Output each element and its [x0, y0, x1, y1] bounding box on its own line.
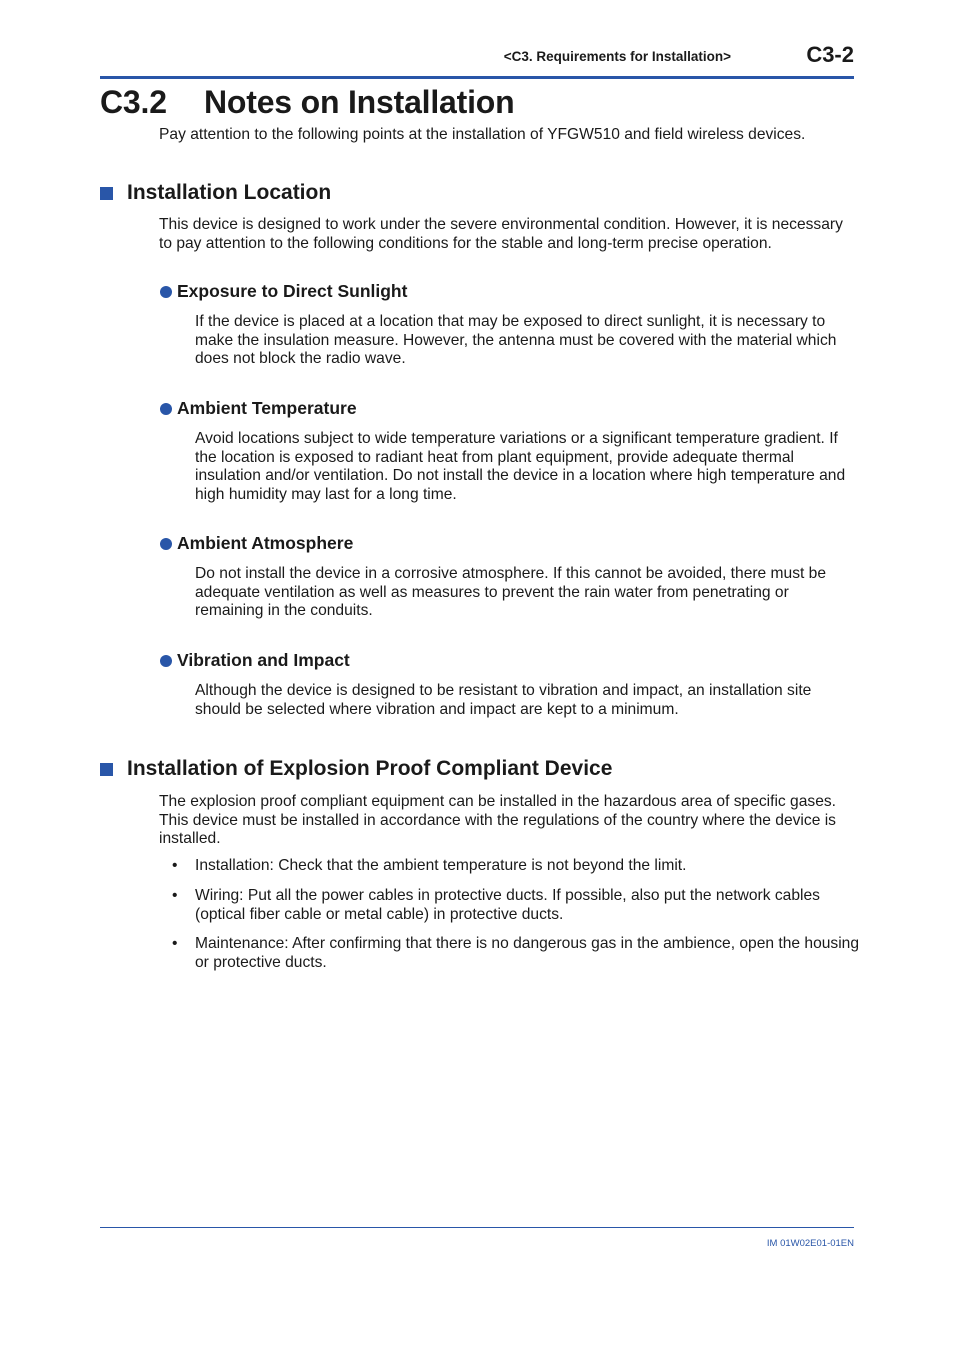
- subheading-text: Exposure to Direct Sunlight: [177, 281, 408, 301]
- footer-divider: [100, 1227, 854, 1228]
- list-item-text: Wiring: Put all the power cables in protective ducts. If possible, also put the network cables (optical fiber cable or metal cable) in protective ducts.: [195, 887, 820, 923]
- header-chapter-title: <C3. Requirements for Installation>: [503, 49, 731, 64]
- list-item-text: Maintenance: After confirming that there is no dangerous gas in the ambience, open the housing or protective ducts.: [195, 935, 860, 971]
- installation-location-paragraph: This device is designed to work under the severe environmental condition. However, it is necessary to pay attention to the following conditions for the stable and long-term precise operation.: [159, 216, 843, 252]
- heading-explosion-proof: [100, 757, 612, 781]
- bullet-mark: •: [172, 935, 178, 952]
- subheading-text: Ambient Atmosphere: [177, 533, 354, 553]
- heading-text: Installation of Explosion Proof Compliant Device: [127, 757, 613, 780]
- bullet-mark: •: [172, 887, 178, 904]
- header-page-number: C3-2: [806, 42, 854, 67]
- ambient-atmosphere-text: Do not install the device in a corrosive atmosphere. If this cannot be avoided, there must be adequate ventilation as well as measures to prevent the rain water from penetrating or remaining in the conduits.: [195, 565, 827, 620]
- heading-installation-location: [100, 181, 331, 205]
- subheading-ambient-atmosphere: [160, 533, 353, 554]
- page-header: [100, 40, 854, 79]
- heading-text: Installation Location: [127, 181, 332, 204]
- square-bullet-icon: [100, 763, 113, 776]
- round-bullet-icon: [160, 655, 172, 667]
- round-bullet-icon: [160, 538, 172, 550]
- subheading-vibration-impact: [160, 650, 350, 671]
- round-bullet-icon: [160, 403, 172, 415]
- footer-document-id: IM 01W02E01-01EN: [766, 1238, 854, 1249]
- section-title: [100, 84, 515, 121]
- direct-sunlight-text: If the device is placed at a location that may be exposed to direct sunlight, it is necessary to make the insulation measure. However, the antenna must be covered with the material which does not block the radio wave.: [195, 313, 837, 368]
- bullet-mark: •: [172, 857, 178, 874]
- section-title-text: Notes on Installation: [204, 84, 515, 120]
- square-bullet-icon: [100, 187, 113, 200]
- subheading-ambient-temperature: [160, 398, 357, 419]
- section-number: C3.2: [100, 84, 167, 120]
- section-intro: Pay attention to the following points at the installation of YFGW510 and field wireless devices.: [159, 126, 806, 143]
- subheading-text: Ambient Temperature: [177, 398, 357, 418]
- ambient-temperature-text: Avoid locations subject to wide temperature variations or a significant temperature gradient. If the location is exposed to radiant heat from plant equipment, provide adequate thermal insulation and/or ventilation. Do not install the device in a location where high temperature and high humidity may last for a long time.: [195, 430, 846, 503]
- list-item-text: Installation: Check that the ambient temperature is not beyond the limit.: [195, 857, 687, 874]
- subheading-direct-sunlight: [160, 281, 407, 302]
- round-bullet-icon: [160, 286, 172, 298]
- subheading-text: Vibration and Impact: [177, 650, 350, 670]
- explosion-proof-paragraph: The explosion proof compliant equipment can be installed in the hazardous area of specific gases. This device must be installed in accordance with the regulations of the country where the device is installed.: [159, 793, 837, 848]
- vibration-impact-text: Although the device is designed to be resistant to vibration and impact, an installation site should be selected where vibration and impact are kept to a minimum.: [195, 682, 812, 718]
